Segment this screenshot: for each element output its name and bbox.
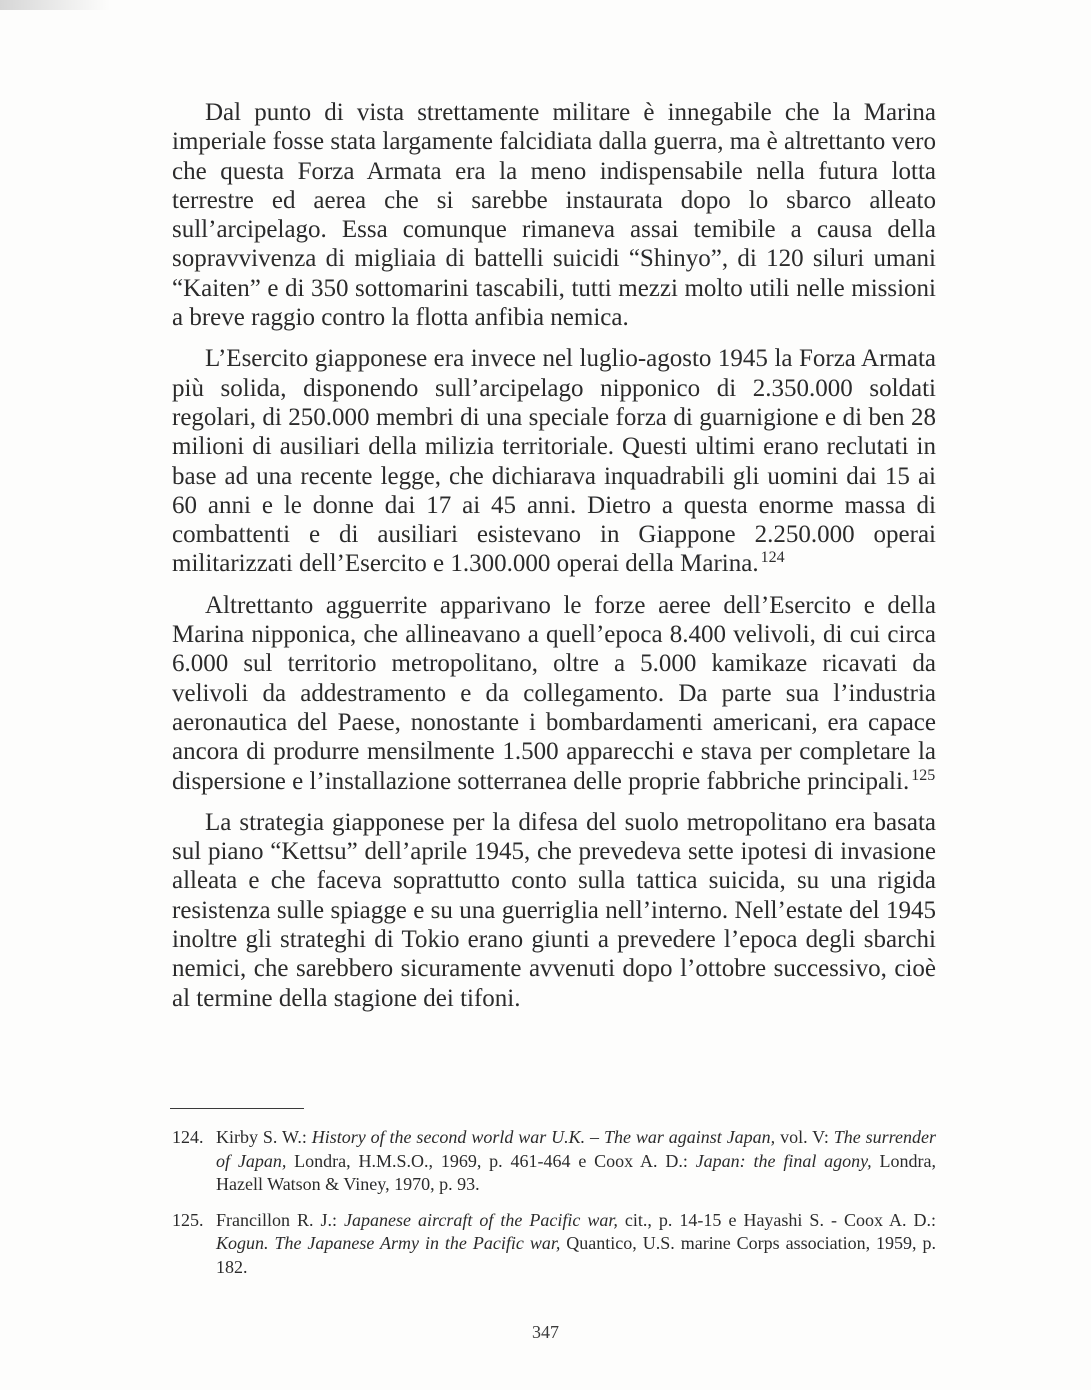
footnote-text [216,1126,936,1197]
paragraph-text: Dal punto di vista strettamente militare è innegabile che la Marina imperiale fosse stata largamente falcidiata dalla guerra, ma è altrettanto vero che questa Forza Armata era la meno indispensabile nella futura lotta terrestre ed aerea che si sarebbe instaurata dopo lo sbarco alleato sull’arcipelago. Essa comunque rimaneva assai temibile a causa della sopravvivenza di migliaia di battelli suicidi “Shinyo”, di 120 siluri umani “Kaiten” e di 350 sottomarini tascabili, tutti mezzi molto utili nelle missioni a breve raggio contro la flotta anfibia nemica. [172,99,936,332]
scan-edge-mark [0,0,110,10]
paragraph [172,98,936,332]
footnote-title: The surrender of Japan, [216,1127,936,1171]
footnote-number: 125. [172,1209,204,1230]
footnote-number: 124. [172,1127,204,1147]
footnote-detail: cit., p. 14-15 e Hayashi S. - Coox A. D.: [617,1209,937,1230]
footnote-reference[interactable]: 125 [911,766,936,784]
footnote-reference[interactable]: 124 [760,549,785,567]
footnote-detail: Quantico, U.S. marine Corps association, 1959, p. 182. [216,1233,937,1277]
footnote-title: Kogun. The Japanese Army in the Pacific war, [216,1233,561,1253]
footnote [172,1209,936,1280]
footnotes [172,1126,936,1291]
footnote-divider [170,1108,304,1109]
footnote-detail: Londra, H.M.S.O., 1969, p. 461-464 e Coox A. D.: [286,1150,696,1171]
footnote-title: Japan: the final agony, [695,1150,872,1171]
paragraph-text: Altrettanto agguerrite apparivano le forze aeree dell’Esercito e della Marina nipponica, che allineavano a quell’epoca 8.400 velivoli, di cui circa 6.000 sul territorio metropolitano, oltre a 5.000 kamikaze ricavati da velivoli da addestramento e da collegamento. Da parte sua l’industria aeronautica del Paese, nonostante i bombardamenti americani, era capace ancora di produrre mensilmente 1.500 apparecchi e stava per completare la dispersione e l’installazione sotterranea delle proprie fabbriche principali. [172,591,936,795]
footnote-title: History of the second world war U.K. – The war against Japan, [311,1127,776,1147]
page-number: 347 [532,1322,559,1342]
footnote-detail: vol. V: [775,1127,834,1147]
paragraph [172,808,936,1013]
footnote-author: Francillon R. J.: [216,1209,345,1230]
paragraph-text: La strategia giapponese per la difesa del suolo metropolitano era basata sul piano “Kettsu” dell’aprile 1945, che prevedeva sette ipotesi di invasione alleata e che faceva soprattutto conto sulla tattica suicida, su una rigida resistenza sulle spiagge e su una guerriglia nell’interno. Nell’estate del 1945 inoltre gli strateghi di Tokio erano giunti a prevedere l’epoca degli sbarchi nemici, che sarebbero sicuramente avvenuti dopo l’ottobre successivo, cioè al termine della stagione dei tifoni. [172,808,936,1012]
footnote-author: Kirby S. W.: [216,1127,312,1147]
paragraph [172,344,936,578]
paragraph [172,591,936,796]
body-text [172,98,936,1025]
footnote-detail: Londra, Hazell Watson & Viney, 1970, p. 93. [216,1150,936,1194]
paragraph-text: L’Esercito giapponese era invece nel luglio-agosto 1945 la Forza Armata più solida, disponendo sull’arcipelago nipponico di 2.350.000 soldati regolari, di 250.000 membri di una speciale forza di guarnigione e di ben 28 milioni di ausiliari della milizia territoriale. Questi ultimi erano reclutati in base ad una recente legge, che dichiarava inquadrabili gli uomini dai 15 ai 60 anni e le donne dai 17 ai 45 anni. Dietro a questa enorme massa di combattenti e di ausiliari esistevano in Giappone 2.250.000 operai militarizzati dell’Esercito e 1.300.000 operai della Marina. [172,345,936,578]
footnote-title: Japanese aircraft of the Pacific war, [344,1209,618,1230]
footnote [172,1126,936,1197]
footnote-text [216,1209,936,1280]
